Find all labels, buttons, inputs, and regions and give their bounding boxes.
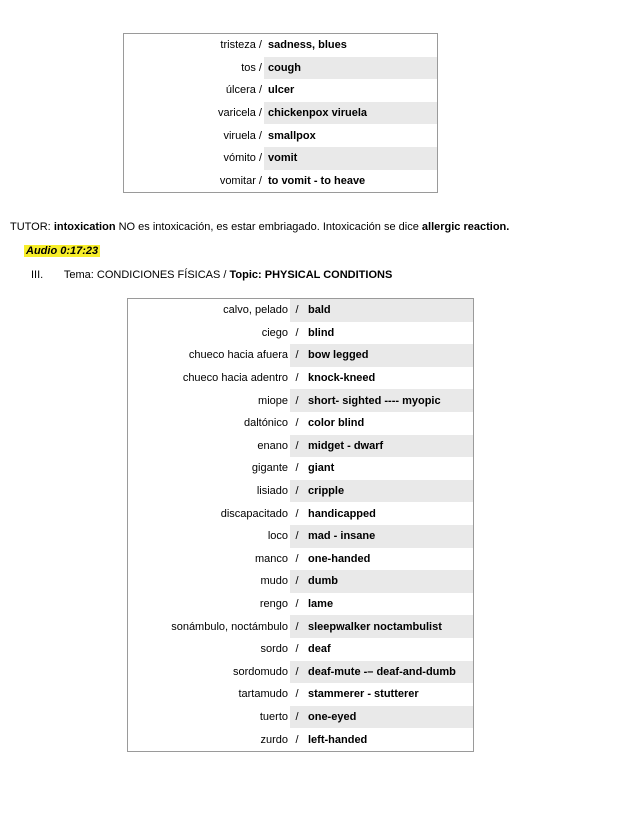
spanish-term: viruela / bbox=[223, 129, 262, 142]
spanish-term: sordomudo bbox=[128, 661, 290, 684]
vocabulary-table-2 bbox=[127, 298, 474, 752]
english-term: one-eyed bbox=[308, 710, 357, 723]
english-term: ulcer bbox=[268, 84, 295, 97]
spanish-term: tristeza / bbox=[220, 39, 262, 52]
spanish-term: sordo bbox=[260, 643, 288, 656]
spanish-term: daltónico bbox=[243, 417, 288, 430]
table-row bbox=[124, 79, 437, 102]
english-term: midget - dwarf bbox=[308, 439, 384, 452]
spanish-term: tartamudo bbox=[238, 688, 288, 701]
spanish-term: úlcera / bbox=[225, 84, 262, 97]
separator: / bbox=[295, 349, 299, 362]
spanish-term: sonámbulo, noctámbulo bbox=[128, 615, 290, 638]
table-row bbox=[128, 435, 473, 458]
separator: / bbox=[295, 552, 299, 565]
english-term: cripple bbox=[308, 485, 345, 498]
separator: / bbox=[295, 394, 299, 407]
english-term: knock-kneed bbox=[308, 372, 376, 385]
table-row bbox=[128, 322, 473, 345]
tutor-answer: allergic reaction. bbox=[421, 221, 510, 233]
separator: / bbox=[295, 417, 299, 430]
table-row bbox=[128, 548, 473, 571]
spanish-term: tuerto bbox=[128, 706, 290, 729]
table-row bbox=[128, 570, 473, 593]
separator: / bbox=[295, 372, 299, 385]
spanish-term: mudo bbox=[128, 570, 290, 593]
english-term: giant bbox=[308, 462, 335, 475]
separator: / bbox=[295, 507, 299, 520]
section-heading bbox=[31, 269, 392, 281]
section-title-en: Topic: PHYSICAL CONDITIONS bbox=[229, 269, 393, 281]
separator: / bbox=[295, 733, 299, 746]
spanish-term: calvo, pelado bbox=[128, 299, 290, 322]
spanish-term: tos / bbox=[124, 57, 264, 80]
table-row bbox=[128, 367, 473, 390]
spanish-term: ciego bbox=[261, 326, 288, 339]
table-row bbox=[124, 57, 437, 80]
table-row bbox=[128, 706, 473, 729]
separator: / bbox=[295, 530, 299, 543]
english-term: left-handed bbox=[308, 733, 368, 746]
table-row bbox=[124, 34, 437, 57]
separator: / bbox=[295, 485, 299, 498]
separator: / bbox=[295, 710, 299, 723]
table-row bbox=[128, 344, 473, 367]
separator: / bbox=[295, 598, 299, 611]
spanish-term: enano bbox=[128, 435, 290, 458]
table-row bbox=[128, 593, 473, 616]
spanish-term: discapacitado bbox=[220, 507, 288, 520]
english-term: handicapped bbox=[308, 507, 376, 520]
table-row bbox=[128, 389, 473, 412]
english-term: chickenpox viruela bbox=[268, 107, 368, 120]
table-row bbox=[128, 728, 473, 751]
table-row bbox=[128, 502, 473, 525]
separator: / bbox=[295, 620, 299, 633]
spanish-term: gigante bbox=[251, 462, 288, 475]
english-term: sleepwalker noctambulist bbox=[308, 620, 442, 633]
spanish-term: chueco hacia adentro bbox=[182, 372, 288, 385]
english-term: blind bbox=[308, 326, 335, 339]
table-row bbox=[128, 661, 473, 684]
english-term: stammerer - stutterer bbox=[308, 688, 419, 701]
table-row bbox=[124, 147, 437, 170]
spanish-term: chueco hacia afuera bbox=[128, 344, 290, 367]
table-row bbox=[128, 299, 473, 322]
table-row bbox=[128, 412, 473, 435]
separator: / bbox=[295, 688, 299, 701]
table-row bbox=[128, 525, 473, 548]
separator: / bbox=[295, 665, 299, 678]
english-term: one-handed bbox=[308, 552, 371, 565]
table-row bbox=[128, 683, 473, 706]
table-row bbox=[124, 124, 437, 147]
english-term: deaf bbox=[308, 643, 331, 656]
separator: / bbox=[295, 462, 299, 475]
spanish-term: vomitar / bbox=[219, 174, 262, 187]
english-term: bald bbox=[308, 304, 331, 317]
table-row bbox=[124, 102, 437, 125]
table-row bbox=[124, 170, 437, 193]
spanish-term: loco bbox=[128, 525, 290, 548]
section-number: III. bbox=[31, 269, 44, 281]
table-row bbox=[128, 457, 473, 480]
english-term: vomit bbox=[268, 152, 298, 165]
table-row bbox=[128, 638, 473, 661]
english-term: deaf-mute -– deaf-and-dumb bbox=[308, 665, 456, 678]
spanish-term: manco bbox=[254, 552, 288, 565]
vocabulary-table-1 bbox=[123, 33, 438, 193]
tutor-term: intoxication bbox=[53, 221, 116, 233]
separator: / bbox=[295, 326, 299, 339]
audio-timestamp: Audio 0:17:23 bbox=[26, 245, 99, 257]
tutor-label: TUTOR: bbox=[10, 221, 51, 233]
english-term: mad - insane bbox=[308, 530, 376, 543]
spanish-term: zurdo bbox=[260, 733, 288, 746]
english-term: to vomit - to heave bbox=[268, 174, 366, 187]
section-title-es: Tema: CONDICIONES FÍSICAS / bbox=[63, 269, 227, 281]
english-term: bow legged bbox=[308, 349, 369, 362]
tutor-note bbox=[10, 221, 509, 233]
english-term: cough bbox=[268, 61, 301, 74]
spanish-term: varicela / bbox=[124, 102, 264, 125]
table-row bbox=[128, 480, 473, 503]
separator: / bbox=[295, 643, 299, 656]
tutor-middle: NO es intoxicación, es estar embriagado. Intoxicación se dice bbox=[118, 221, 419, 233]
english-term: lame bbox=[308, 598, 334, 611]
english-term: short- sighted ---- myopic bbox=[308, 394, 441, 407]
spanish-term: rengo bbox=[259, 598, 288, 611]
separator: / bbox=[295, 439, 299, 452]
english-term: dumb bbox=[308, 575, 338, 588]
spanish-term: miope bbox=[128, 389, 290, 412]
english-term: color blind bbox=[308, 417, 365, 430]
separator: / bbox=[295, 304, 299, 317]
english-term: sadness, blues bbox=[268, 39, 347, 52]
separator: / bbox=[295, 575, 299, 588]
spanish-term: vómito / bbox=[124, 147, 264, 170]
english-term: smallpox bbox=[268, 129, 316, 142]
spanish-term: lisiado bbox=[128, 480, 290, 503]
table-row bbox=[128, 615, 473, 638]
